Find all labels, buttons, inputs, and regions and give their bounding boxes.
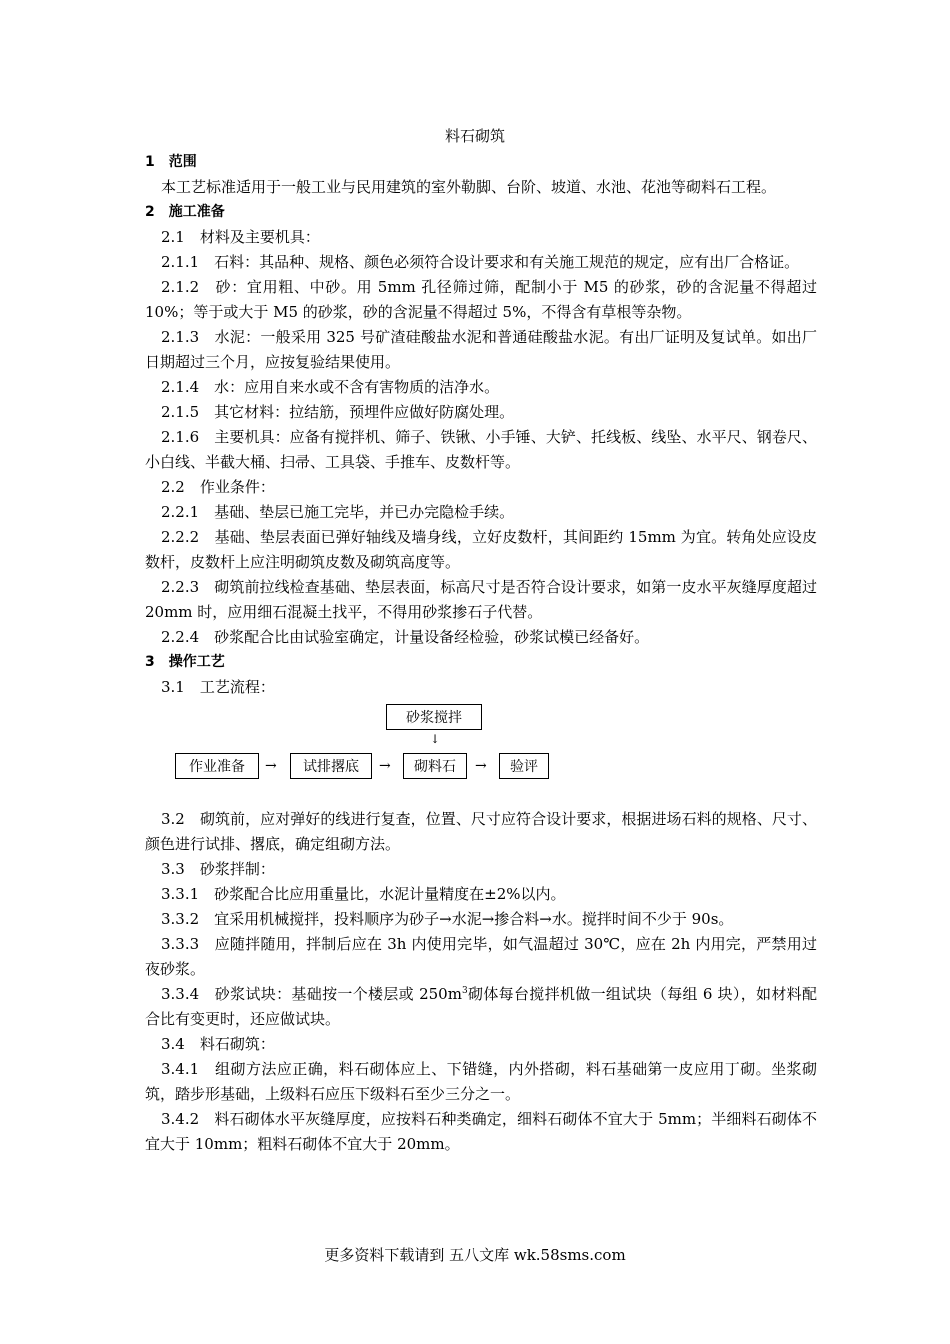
right-arrow-icon: → <box>475 758 487 774</box>
flow-box-step-2: 试排撂底 <box>290 753 372 779</box>
superscript: 3 <box>461 986 468 996</box>
paragraph: 3.2 砌筑前，应对弹好的线进行复查，位置、尺寸应符合设计要求，根据进场石料的规格、尺寸、颜色进行试排、撂底，确定组砌方法。 <box>145 810 817 853</box>
flow-box-mortar-mixing: 砂浆搅拌 <box>386 704 482 730</box>
paragraph: 3.3.2 宜采用机械搅拌，投料顺序为砂子→水泥→掺合料→水。搅拌时间不少于 90s。 <box>161 910 734 928</box>
paragraph: 2.2 作业条件： <box>161 478 275 496</box>
paragraph: 2.2.4 砂浆配合比由试验室确定，计量设备经检验，砂浆试模已经备好。 <box>161 628 650 646</box>
paragraph: 2.1.6 主要机具：应备有搅拌机、筛子、铁锹、小手锤、大铲、托线板、线坠、水平尺、钢卷尺、小白线、半截大桶、扫帚、工具袋、手推车、皮数杆等。 <box>145 428 817 471</box>
section-heading: 2 施工准备 <box>145 204 225 220</box>
paragraph: 2.1.4 水：应用自来水或不含有害物质的洁净水。 <box>161 378 500 396</box>
down-arrow-icon: ↓ <box>430 732 441 746</box>
paragraph: 2.1 材料及主要机具： <box>161 228 320 246</box>
paragraph: 2.1.5 其它材料：拉结筋，预埋件应做好防腐处理。 <box>161 403 515 421</box>
paragraph <box>145 982 817 1032</box>
paragraph: 本工艺标准适用于一般工业与民用建筑的室外勒脚、台阶、坡道、水池、花池等砌料石工程。 <box>161 178 777 196</box>
section-heading: 1 范围 <box>145 154 197 170</box>
paragraph: 2.2.3 砌筑前拉线检查基础、垫层表面，标高尺寸是否符合设计要求，如第一皮水平灰缝厚度超过 20mm 时，应用细石混凝土找平，不得用砂浆掺石子代替。 <box>145 578 817 621</box>
paragraph: 3.3.1 砂浆配合比应用重量比，水泥计量精度在±2%以内。 <box>161 885 566 903</box>
text-run: 3.3.4 砂浆试块：基础按一个楼层或 250m <box>161 985 462 1003</box>
paragraph: 2.1.1 石料：其品种、规格、颜色必须符合设计要求和有关施工规范的规定，应有出厂合格证。 <box>161 253 800 271</box>
footer-download-note: 更多资料下载请到 五八文库 wk.58sms.com <box>324 1246 626 1264</box>
paragraph: 2.1.3 水泥：一般采用 325 号矿渣硅酸盐水泥和普通硅酸盐水泥。有出厂证明及复试单。如出厂日期超过三个月，应按复验结果使用。 <box>145 328 817 371</box>
flow-box-step-4: 验评 <box>499 753 549 779</box>
paragraph: 3.3.3 应随拌随用，拌制后应在 3h 内使用完毕，如气温超过 30℃，应在 2h 内用完，严禁用过夜砂浆。 <box>145 935 817 978</box>
paragraph: 3.4.2 料石砌体水平灰缝厚度，应按料石种类确定，细料石砌体不宜大于 5mm；半细料石砌体不宜大于 10mm；粗料石砌体不宜大于 20mm。 <box>145 1110 817 1153</box>
paragraph: 3.1 工艺流程： <box>161 678 275 696</box>
right-arrow-icon: → <box>379 758 391 774</box>
right-arrow-icon: → <box>265 758 277 774</box>
section-heading: 3 操作工艺 <box>145 654 225 670</box>
text-run: 砌体每台搅拌机做一组试块（每组 6 块），如材料配合比有变更时，还应做试块。 <box>145 985 817 1028</box>
paragraph: 3.4 料石砌筑： <box>161 1035 275 1053</box>
process-flow-diagram <box>145 704 817 807</box>
paragraph: 3.3 砂浆拌制： <box>161 860 275 878</box>
paragraph: 2.2.2 基础、垫层表面已弹好轴线及墙身线，立好皮数杆，其间距约 15mm 为宜。转角处应设皮数杆，皮数杆上应注明砌筑皮数及砌筑高度等。 <box>145 528 817 571</box>
paragraph: 2.2.1 基础、垫层已施工完毕，并已办完隐检手续。 <box>161 503 515 521</box>
paragraph: 3.4.1 组砌方法应正确，料石砌体应上、下错缝，内外搭砌，料石基础第一皮应用丁砌。坐浆砌筑，踏步形基础，上级料石应压下级料石至少三分之一。 <box>145 1060 817 1103</box>
document-body <box>145 150 817 1157</box>
flow-box-step-3: 砌料石 <box>403 753 467 779</box>
flow-box-step-1: 作业准备 <box>175 753 259 779</box>
document-title: 料石砌筑 <box>444 127 505 145</box>
paragraph: 2.1.2 砂：宜用粗、中砂。用 5mm 孔径筛过筛，配制小于 M5 的砂浆，砂的含泥量不得超过 10%；等于或大于 M5 的砂浆，砂的含泥量不得超过 5%，不得含有草根等杂物。 <box>145 278 817 321</box>
